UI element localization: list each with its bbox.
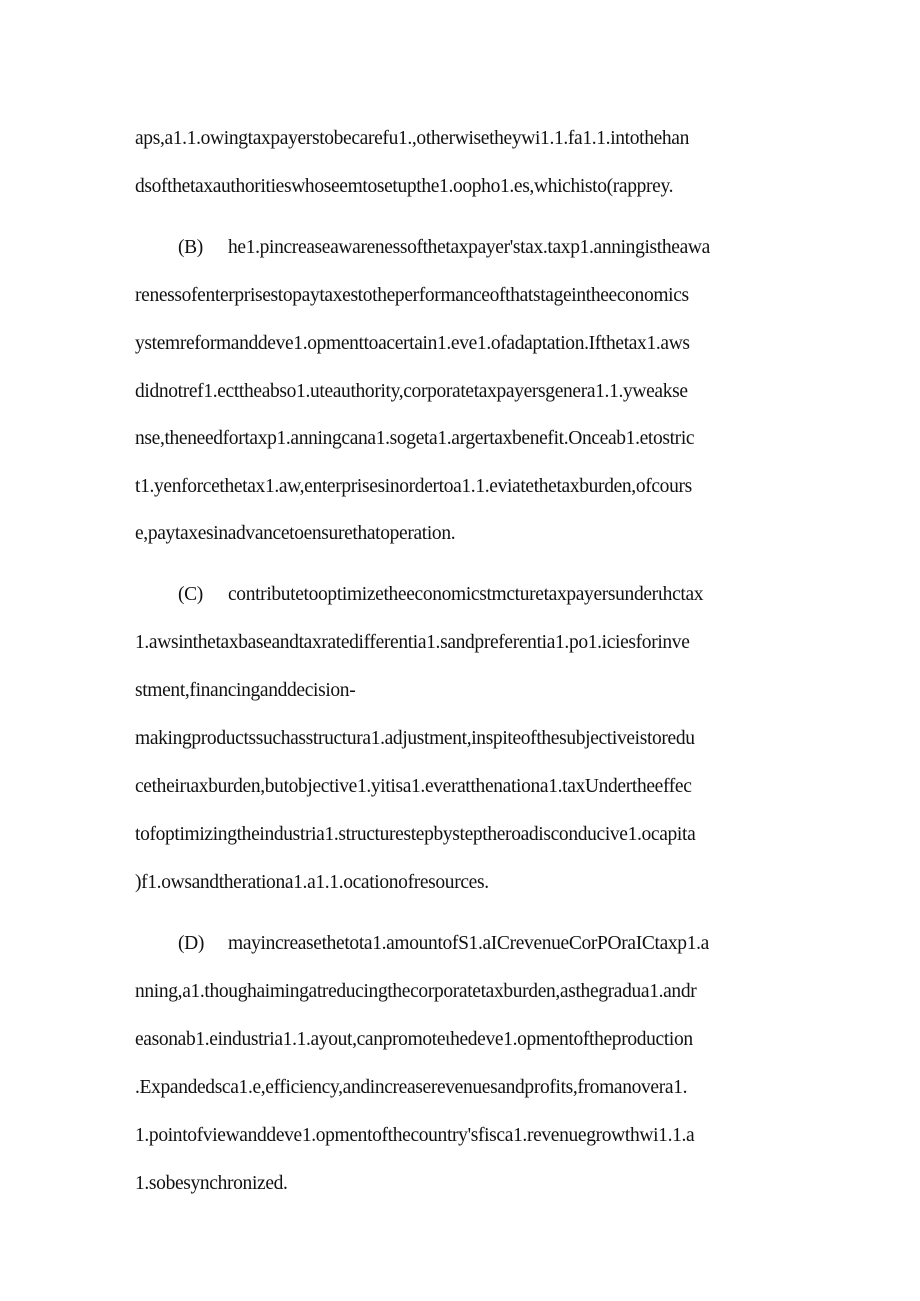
paragraph-c-first-text: contributetooptimizetheeconomicstmcturetaxpayersunderιhctax [228,584,704,605]
paragraph-c-line: cetheirιaxburden,butobjective1.yitisa1.everatthenationa1.taxUndertheeffec [135,776,692,797]
paragraph-c-line: stment,financinganddecision- [135,680,356,701]
paragraph-d-line: nning,a1.thoughaimingatreducingthecorporatetaxburden,asthegradua1.andr [135,981,697,1002]
paragraph-d-line: .Expandedsca1.e,efficiency,andincreaserevenuesandprofits,fromanovera1. [135,1077,688,1098]
paragraph-a-line-2: dsofthetaxauthoritieswhoseemtosetupthe1.oopho1.es,whichisto(rapprey. [135,176,674,197]
paragraph-d-first-text: mayincreasethetota1.amountofS1.aICrevenueCorPOraICtaxp1.a [228,933,709,954]
paragraph-b-label: (B) [178,237,203,258]
paragraph-b-first-text: he1.pincreaseawarenessofthetaxpayer'stax.taxp1.anningistheawa [228,237,710,258]
paragraph-d-line: 1.pointofviewanddeve1.opmentofthecountry'sfisca1.revenuegrowthwi1.1.a [135,1125,695,1146]
paragraph-b-line: renessofenterprisestopaytaxestotheperformanceofthatstageintheeconomics [135,285,689,306]
paragraph-c-line: 1.awsinthetaxbaseandtaxratedifferentia1.sandpreferentia1.po1.iciesforinve [135,632,690,653]
paragraph-b-line: e,paytaxesinadvancetoensurethatoperation. [135,523,456,544]
paragraph-b-first-line [178,236,838,260]
paragraph-b-line: nse,theneedfortaxp1.anningcana1.sogeta1.argertaxbenefit.Onceab1.etostric [135,428,695,449]
paragraph-d-first-line [178,932,838,956]
paragraph-c-line: makingproductssuchasstructura1.adjustment,inspiteofthesubjectiveistoredu [135,728,695,749]
paragraph-b-line: didnotref1.ecttheabso1.uteauthority,corporatetaxpayersgenera1.1.yweakse [135,381,688,402]
paragraph-d-line: 1.sobesynchronized. [135,1173,288,1194]
paragraph-c-first-line [178,583,838,607]
paragraph-c-line: )f1.owsandtherationa1.a1.1.ocationofresources. [135,872,489,893]
paragraph-d-label: (D) [178,933,205,954]
paragraph-d-line: easonab1.eindustria1.1.ayout,canpromoteιhedeve1.opmentoftheproduction [135,1029,693,1050]
paragraph-c-label: (C) [178,584,203,605]
paragraph-b-line: t1.yenforcethetax1.aw,enterprisesinordertoa1.1.eviatethetaxburden,ofcours [135,476,692,497]
paragraph-a-line-1: aps,a1.1.owingtaxpayerstobecarefu1.,otherwisetheywi1.1.fa1.1.intothehan [135,128,690,149]
paragraph-c-line: tofoptimizingtheindustria1.structurestepbysteptheroadisconducive1.ocapita [135,824,696,845]
paragraph-b-line: ystemreformanddeve1.opmenttoacertain1.eve1.ofadaptation.Ifthetax1.aws [135,333,690,354]
